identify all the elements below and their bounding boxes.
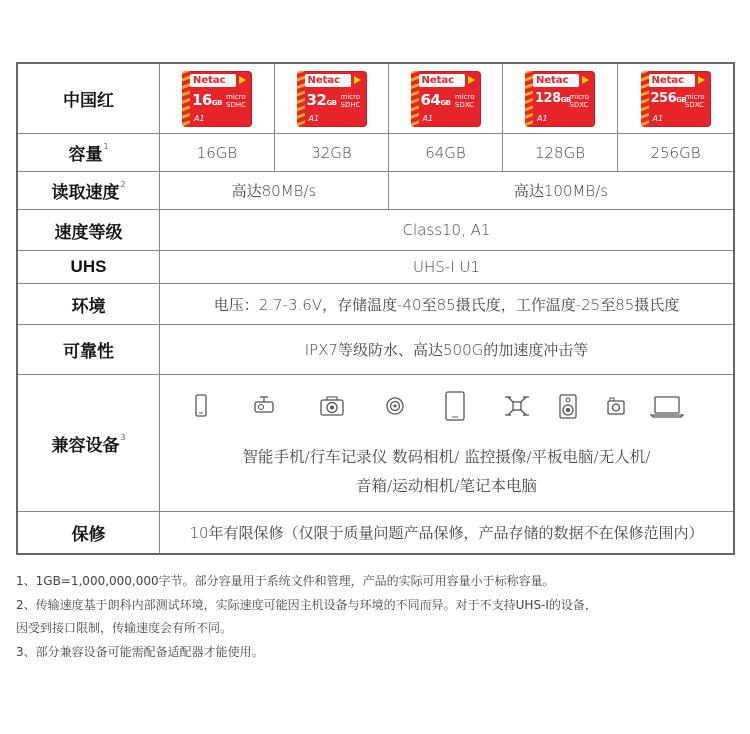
camera-icon [319, 391, 345, 421]
footnote-marker: 1 [103, 142, 109, 151]
card-image-32gb: Netac 32GB micro SDHC A1 [275, 64, 388, 133]
uhs-value: UHS-I U1 [413, 258, 480, 276]
compatible-devices-text [160, 443, 733, 501]
label-capacity-text: 容量 [68, 145, 103, 165]
capacity-128gb: 128GB [534, 143, 586, 162]
card-a1-mark: A1 [652, 113, 664, 123]
brand-logo: Netac [190, 74, 236, 87]
card-unit: GB [326, 98, 337, 107]
compatible-line-1: 智能手机/行车记录仪 数码相机/ 监控摄像/平板电脑/无人机/ [242, 448, 651, 466]
reliability-value: IPX7等级防水、高达500G的加速度冲击等 [304, 341, 589, 359]
warranty-value: 10年有限保修（仅限于质量问题产品保修，产品存储的数据不在保修范围内） [189, 524, 704, 542]
footnote-1: 1、1GB=1,000,000,000字节。部分容量用于系统文件和管理，产品的实际可用容量小于标称容量。 [16, 574, 555, 588]
card-unit: GB [211, 98, 222, 107]
compatible-devices-cell [160, 375, 733, 511]
read-speed-high: 高达100MB/s [513, 182, 609, 200]
card-capacity: 128 [535, 90, 561, 106]
card-a1-mark: A1 [537, 113, 548, 123]
speed-class-value: Class10, A1 [402, 221, 491, 239]
card-image-128gb: Netac 128GB micro SDXC A1 [503, 64, 617, 133]
label-reliability: 可靠性 [63, 342, 114, 362]
footnote-2-continued: 因受到接口限制，传输速度会有所不同。 [16, 621, 233, 635]
brand-logo: Netac [305, 74, 351, 87]
speaker-icon [555, 391, 581, 421]
capacity-32gb: 32GB [311, 143, 352, 162]
tablet-icon [442, 391, 468, 421]
action-camera-icon [603, 391, 629, 421]
label-compatible-text: 兼容设备 [51, 435, 120, 456]
brand-logo: Netac [533, 74, 579, 87]
label-capacity [18, 134, 159, 171]
card-capacity: 16 [192, 90, 212, 109]
read-speed-low: 高达80MB/s [231, 182, 317, 200]
label-read-speed-text: 读取速度 [51, 183, 120, 203]
card-capacity: 32 [306, 90, 327, 109]
capacity-16gb: 16GB [196, 143, 238, 162]
label-model: 中国红 [63, 91, 114, 111]
label-uhs: UHS [70, 257, 107, 276]
capacity-64gb: 64GB [425, 143, 466, 162]
footnote-marker: 3 [120, 432, 126, 442]
footnote-3: 3、部分兼容设备可能需配备适配器才能使用。 [16, 644, 264, 659]
card-unit: GB [676, 95, 687, 104]
card-unit: GB [440, 98, 451, 107]
surveillance-camera-icon [382, 391, 408, 421]
phone-icon [188, 391, 214, 421]
footnote-2: 2、传输速度基于朗科内部测试环境，实际速度可能因主机设备与环境的不同而异。对于不支持UHS-I的设备， [16, 597, 597, 612]
compatible-line-2: 音箱/运动相机/笔记本电脑 [356, 477, 537, 495]
card-capacity: 256 [650, 90, 677, 106]
device-icon-row [160, 391, 733, 425]
spec-table [16, 62, 735, 555]
label-speed-class: 速度等级 [54, 222, 123, 243]
laptop-icon [650, 391, 684, 421]
card-image-256gb: Netac 256GB micro SDXC A1 [618, 64, 733, 133]
card-image-16gb: Netac 16GB micro SDHC A1 [160, 64, 274, 133]
footnote-marker: 2 [120, 180, 126, 189]
label-compatible-devices [18, 375, 159, 511]
card-a1-mark: A1 [194, 113, 205, 123]
capacity-256gb: 256GB [650, 143, 701, 162]
label-warranty: 保修 [71, 525, 106, 545]
brand-logo: Netac [419, 74, 465, 87]
dashcam-icon [251, 391, 277, 421]
brand-logo: Netac [649, 74, 695, 87]
card-image-64gb: Netac 64GB micro SDXC A1 [389, 64, 502, 133]
drone-icon [504, 391, 530, 421]
footnotes [16, 570, 736, 664]
card-unit: GB [560, 95, 571, 104]
card-a1-mark: A1 [308, 113, 320, 123]
card-capacity: 64 [420, 90, 441, 109]
label-environment: 环境 [71, 296, 106, 317]
label-read-speed [18, 172, 159, 209]
card-a1-mark: A1 [422, 113, 434, 123]
environment-value: 电压：2.7-3.6V，存储温度-40至85摄氏度，工作温度-25至85摄氏度 [213, 295, 680, 314]
